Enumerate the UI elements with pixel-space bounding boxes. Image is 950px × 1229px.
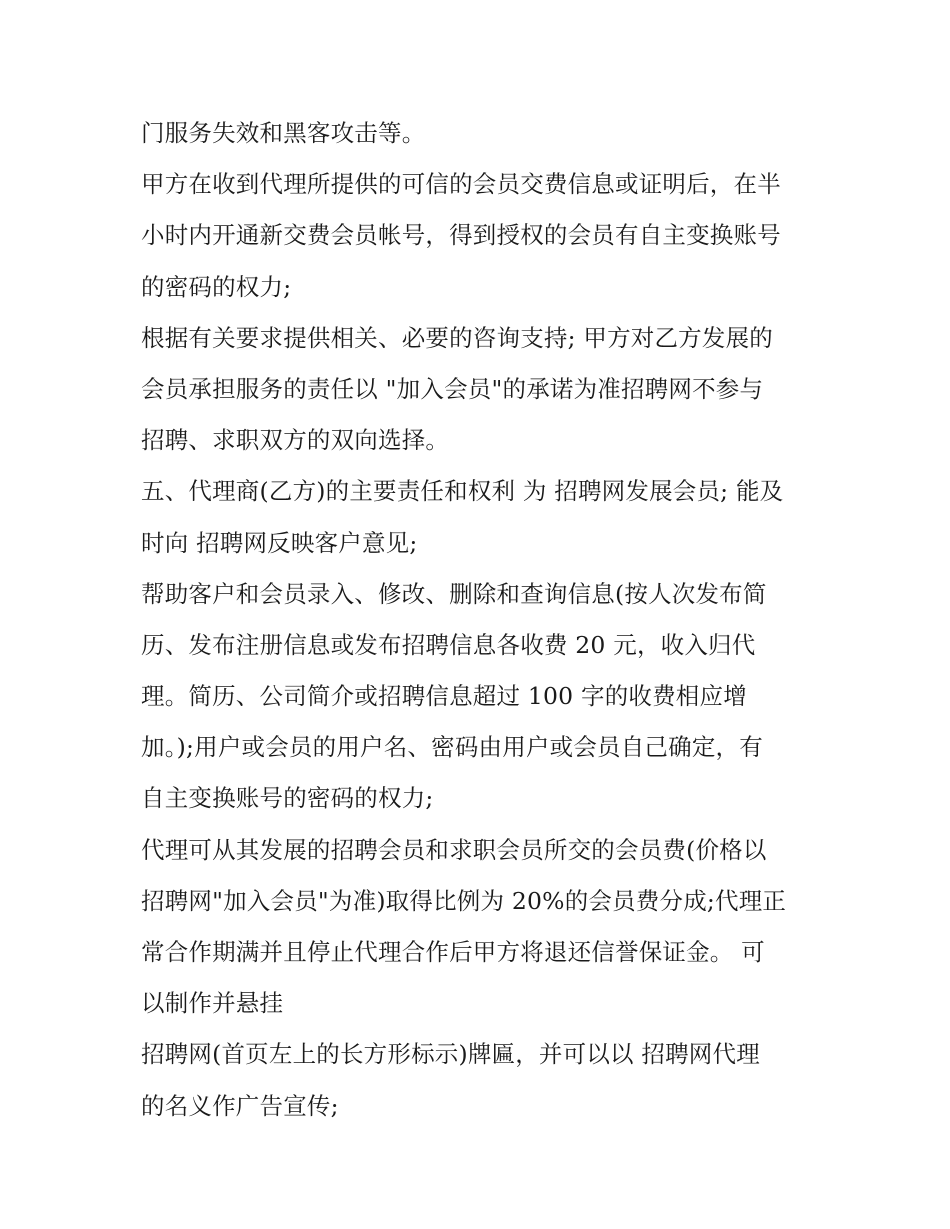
document-body bbox=[141, 108, 821, 1132]
text-line: 历、发布注册信息或发布招聘信息各收费 20 元，收入归代 bbox=[141, 630, 756, 659]
text-line: 招聘网"加入会员"为准)取得比例为 20%的会员费分成;代理正 bbox=[141, 886, 787, 915]
text-line: 时向 招聘网反映客户意见; bbox=[141, 528, 418, 557]
text-line: 的名义作广告宣传; bbox=[141, 1091, 339, 1120]
text-line: 小时内开通新交费会员帐号，得到授权的会员有自主变换账号 bbox=[141, 221, 781, 250]
text-line: 门服务失效和黑客攻击等。 bbox=[141, 119, 426, 147]
text-line: 理。简历、公司简介或招聘信息超过 100 字的收费相应增 bbox=[141, 682, 747, 711]
text-line: 代理可从其发展的招聘会员和求职会员所交的会员费(价格以 bbox=[141, 835, 767, 864]
text-line: 会员承担服务的责任以 "加入会员"的承诺为准招聘网不参与 bbox=[141, 374, 764, 403]
text-line: 的密码的权力; bbox=[141, 272, 292, 301]
text-line: 加。);用户或会员的用户名、密码由用户或会员自己确定，有 bbox=[141, 733, 763, 762]
text-line: 甲方在收到代理所提供的可信的会员交费信息或证明后，在半 bbox=[141, 170, 781, 199]
text-line: 五、代理商(乙方)的主要责任和权利 为 招聘网发展会员; 能及 bbox=[141, 477, 784, 506]
text-line: 帮助客户和会员录入、修改、删除和查询信息(按人次发布简 bbox=[141, 579, 767, 608]
text-line: 以制作并悬挂 bbox=[141, 989, 284, 1018]
text-line: 常合作期满并且停止代理合作后甲方将退还信誉保证金。 可 bbox=[141, 938, 765, 966]
text-line: 招聘网(首页左上的长方形标示)牌匾，并可以以 招聘网代理 bbox=[141, 1040, 760, 1069]
text-line: 根据有关要求提供相关、必要的咨询支持; 甲方对乙方发展的 bbox=[141, 323, 773, 352]
text-line: 自主变换账号的密码的权力; bbox=[141, 784, 434, 813]
text-line: 招聘、求职双方的双向选择。 bbox=[141, 426, 450, 455]
